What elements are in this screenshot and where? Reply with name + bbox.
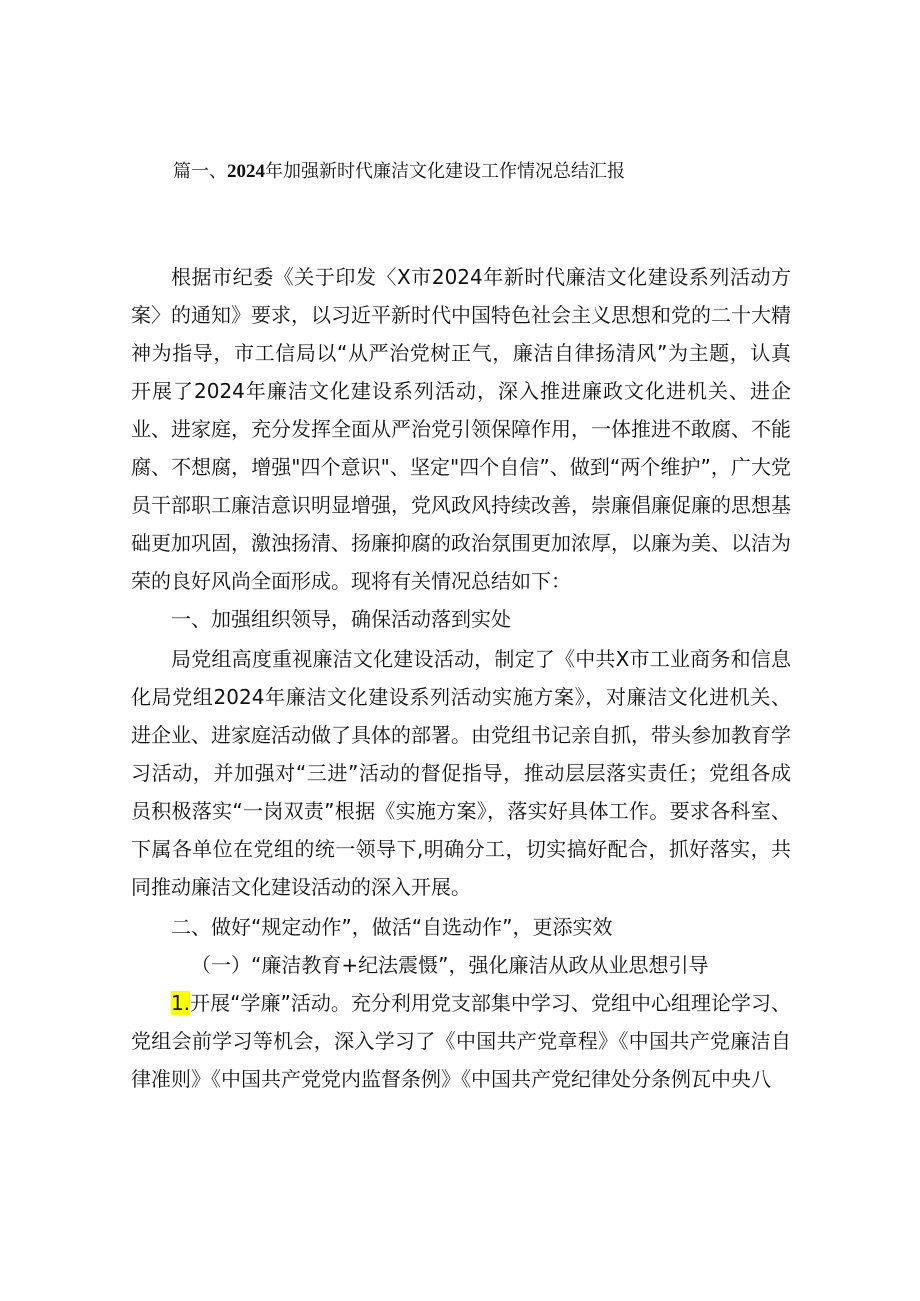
section-1-paragraph: 局党组高度重视廉洁文化建设活动，制定了《中共X市工业商务和信息化局党组2024年廉洁文化建设系列活动实施方案》，对廉洁文化进机关、进企业、进家庭活动做了具体的部署。由党组书记亲自抓，带头参加教育学习活动，并加强对“三进”活动的督促指导，推动层层落实责任；党组各成员积极落实“一岗双责”根据《实施方案》，落实好具体工作。要求各科室、下属各单位在党组的统一领导下,明确分工，切实搞好配合，抓好落实，共同推动廉洁文化建设活动的深入开展。 xyxy=(131,647,791,899)
subsection-1-heading: （一）“廉洁教育+纪法震慑”，强化廉洁从政从业思想引导 xyxy=(191,953,709,977)
title-rest: 年加强新时代廉洁文化建设工作情况总结汇报 xyxy=(265,161,625,182)
section-2-heading: 二、做好“规定动作”，做活“自选动作”，更添实效 xyxy=(171,915,613,939)
document-body xyxy=(131,258,791,1098)
title-prefix: 篇一、 xyxy=(173,161,227,182)
item-1-number: 1. xyxy=(171,991,191,1015)
item-1-paragraph xyxy=(131,984,791,1098)
intro-paragraph: 根据市纪委《关于印发〈X市2024年新时代廉洁文化建设系列活动方案〉的通知》要求，以习近平新时代中国特色社会主义思想和党的二十大精神为指导，市工信局以“从严治党树正气，廉洁自律扬清风”为主题，认真开展了2024年廉洁文化建设系列活动，深入推进廉政文化进机关、进企业、进家庭，充分发挥全面从严治党引领保障作用，一体推进不敢腐、不能腐、不想腐，增强"四个意识"、坚定"四个自信”、做到“两个维护”，广大党员干部职工廉洁意识明显增强，党风政风持续改善，崇廉倡廉促廉的思想基础更加巩固，激浊扬清、扬廉抑腐的政治氛围更加浓厚，以廉为美、以洁为荣的良好风尚全面形成。现将有关情况总结如下： xyxy=(131,265,791,593)
item-1-text: 开展“学廉”活动。充分利用党支部集中学习、党组中心组理论学习、党组会前学习等机会，深入学习了《中国共产党章程》《中国共产党廉洁自律准则》《中国共产党党内监督条例》《中国共产党纪律处分条例瓦中央八 xyxy=(131,991,791,1091)
document-title xyxy=(173,158,793,186)
title-year: 2024 xyxy=(227,161,265,182)
section-1-heading: 一、加强组织领导，确保活动落到实处 xyxy=(171,607,511,631)
